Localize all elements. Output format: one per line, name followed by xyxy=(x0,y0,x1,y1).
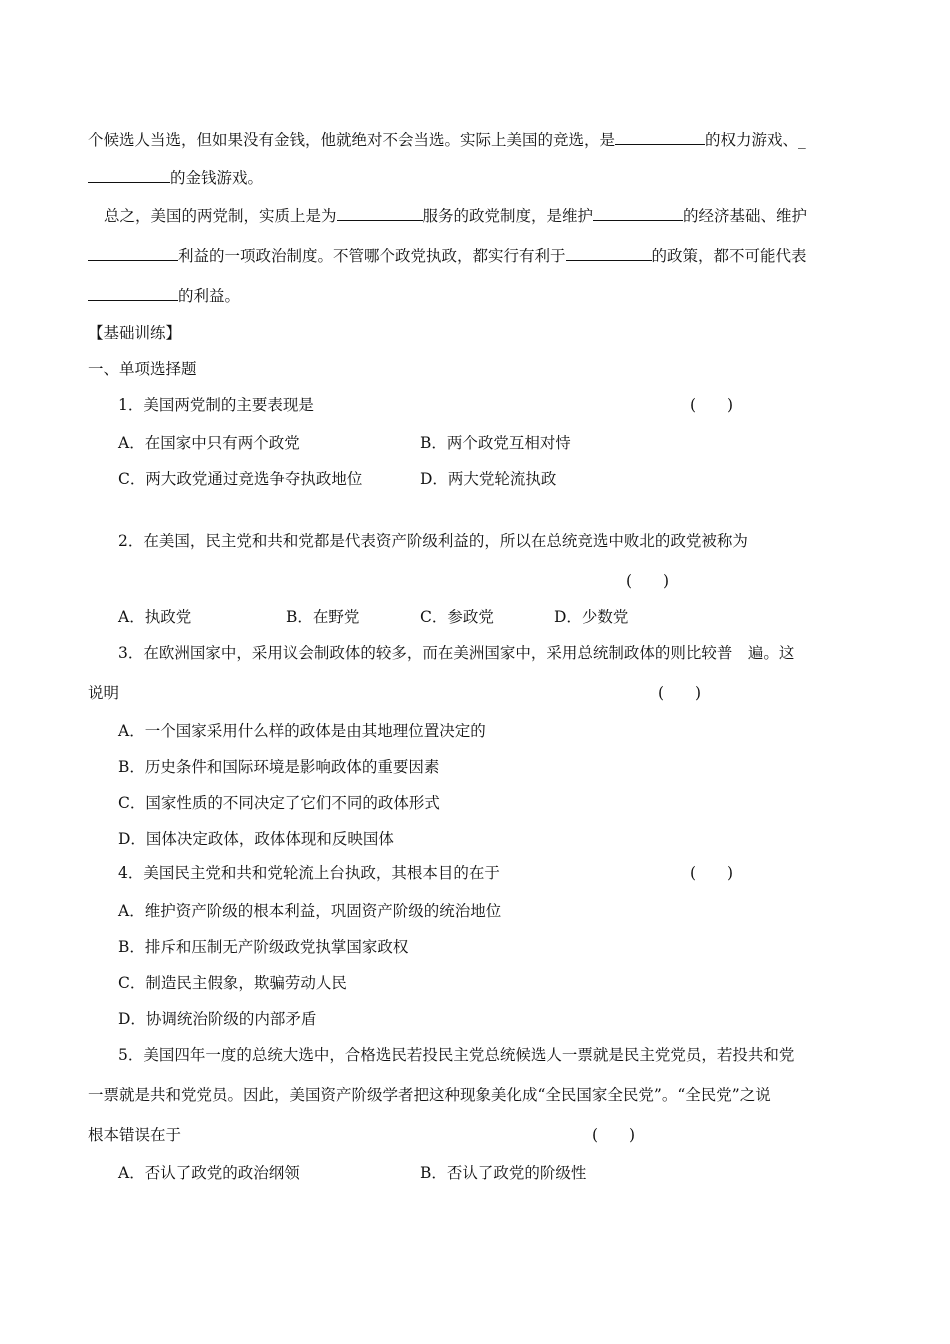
option-b[interactable]: B．否认了政党的阶级性 xyxy=(420,1164,587,1182)
option-b[interactable]: B．历史条件和国际环境是影响政体的重要因素 xyxy=(118,758,440,776)
question-5-stem: 5．美国四年一度的总统大选中，合格选民若投民主党总统候选人一票就是民主党党员，若投共和党 xyxy=(118,1046,795,1064)
question-3-stem: 3．在欧洲国家中，采用议会制政体的较多，而在美洲国家中，采用总统制政体的则比较普 遍。这 xyxy=(118,644,795,662)
section-title: 【基础训练】 xyxy=(88,324,182,342)
intro-text: 的经济基础、维护 xyxy=(683,207,808,225)
option-b[interactable]: B．两个政党互相对恃 xyxy=(420,434,571,452)
option-a[interactable]: A．否认了政党的政治纲领 xyxy=(118,1164,300,1182)
option-a[interactable]: A．在国家中只有两个政党 xyxy=(118,434,300,452)
option-a[interactable]: A．一个国家采用什么样的政体是由其地理位置决定的 xyxy=(118,722,486,740)
option-c[interactable]: C．制造民主假象，欺骗劳动人民 xyxy=(118,974,347,992)
question-4-stem: 4．美国民主党和共和党轮流上台执政，其根本目的在于 xyxy=(118,864,500,882)
answer-paren[interactable]: ( ) xyxy=(690,864,734,882)
answer-paren[interactable]: ( ) xyxy=(626,572,670,590)
option-a[interactable]: A．执政党 xyxy=(118,608,192,626)
fill-blank[interactable] xyxy=(337,204,423,221)
fill-blank[interactable] xyxy=(88,284,178,301)
question-5-stem-cont: 根本错误在于 xyxy=(88,1126,182,1144)
question-1-stem: 1．美国两党制的主要表现是 xyxy=(118,396,314,414)
intro-text: 的权力游戏、 xyxy=(705,131,799,149)
intro-text: 的金钱游戏。 xyxy=(170,169,264,187)
option-d[interactable]: D．两大党轮流执政 xyxy=(420,470,557,488)
fill-blank[interactable] xyxy=(615,128,705,145)
answer-paren[interactable]: ( ) xyxy=(658,684,702,702)
fill-blank[interactable] xyxy=(88,166,170,183)
option-b[interactable]: B．排斥和压制无产阶级政党执掌国家政权 xyxy=(118,938,409,956)
answer-paren[interactable]: ( ) xyxy=(592,1126,636,1144)
question-3-stem-cont: 说明 xyxy=(88,684,120,702)
fill-blank[interactable] xyxy=(88,244,178,261)
intro-line-1 xyxy=(88,128,806,151)
intro-line-5 xyxy=(88,284,240,307)
option-d[interactable]: D．协调统治阶级的内部矛盾 xyxy=(118,1010,317,1028)
intro-text: _ xyxy=(798,131,806,149)
option-b[interactable]: B．在野党 xyxy=(286,608,360,626)
subsection-title: 一、单项选择题 xyxy=(88,360,197,378)
fill-blank[interactable] xyxy=(593,204,683,221)
fill-blank[interactable] xyxy=(566,244,652,261)
intro-text: 个候选人当选，但如果没有金钱，他就绝对不会当选。实际上美国的竞选，是 xyxy=(88,131,616,149)
intro-text: 服务的政党制度，是维护 xyxy=(422,207,594,225)
question-2-stem: 2．在美国，民主党和共和党都是代表资产阶级利益的，所以在总统竞选中败北的政党被称为 xyxy=(118,532,748,550)
intro-line-3 xyxy=(104,204,807,227)
option-d[interactable]: D．国体决定政体，政体体现和反映国体 xyxy=(118,830,394,848)
answer-paren[interactable]: ( ) xyxy=(690,396,734,414)
option-c[interactable]: C．两大政党通过竞选争夺执政地位 xyxy=(118,470,363,488)
intro-line-4 xyxy=(88,244,807,267)
option-c[interactable]: C．参政党 xyxy=(420,608,494,626)
intro-text: 总之，美国的两党制，实质上是为 xyxy=(104,207,337,225)
question-5-stem-cont: 一票就是共和党党员。因此，美国资产阶级学者把这种现象美化成“全民国家全民党”。“全民党”之说 xyxy=(88,1086,771,1104)
option-a[interactable]: A．维护资产阶级的根本利益，巩固资产阶级的统治地位 xyxy=(118,902,502,920)
option-d[interactable]: D．少数党 xyxy=(554,608,629,626)
intro-text: 的政策，都不可能代表 xyxy=(651,247,807,265)
intro-text: 利益的一项政治制度。不管哪个政党执政，都实行有利于 xyxy=(178,247,566,265)
intro-text: 的利益。 xyxy=(178,287,241,305)
intro-line-2 xyxy=(88,166,263,189)
option-c[interactable]: C．国家性质的不同决定了它们不同的政体形式 xyxy=(118,794,440,812)
